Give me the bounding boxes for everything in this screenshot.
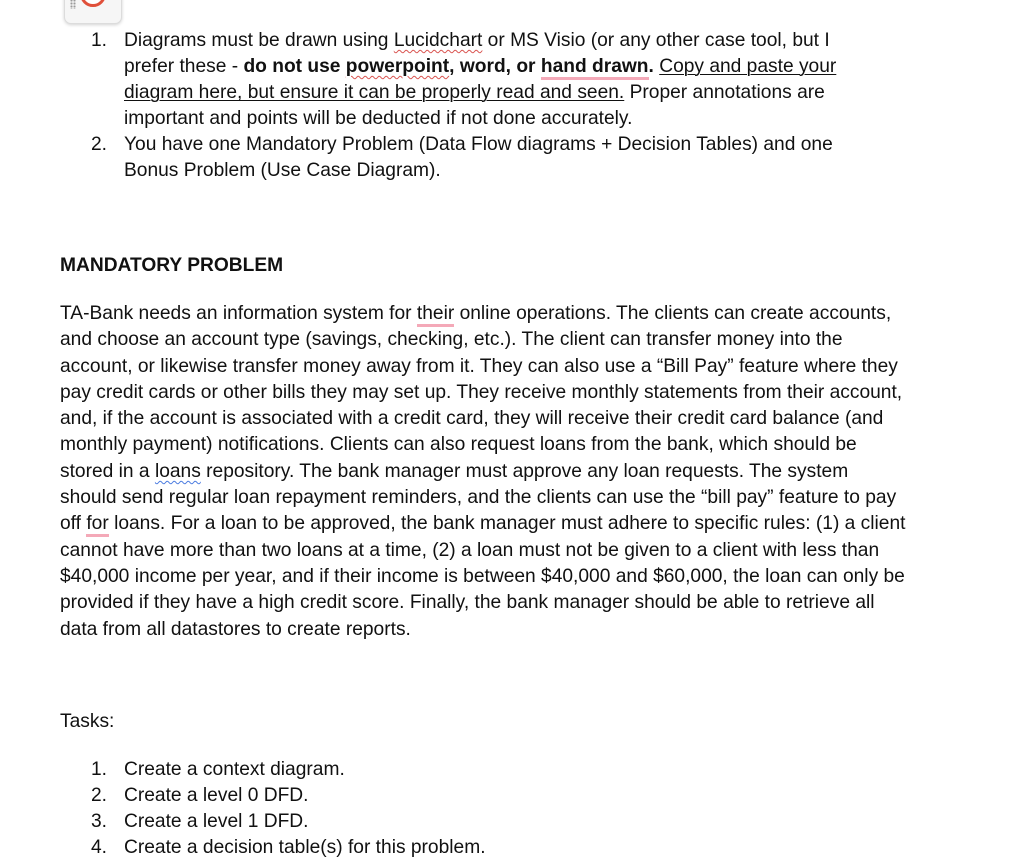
- task-item: [0, 809, 860, 835]
- task-text: Create a level 0 DFD.: [124, 785, 309, 806]
- text-run: hand drawn: [541, 56, 649, 80]
- task-item: [0, 783, 860, 809]
- list-number: 1.: [91, 30, 108, 51]
- text-run: powerpoint: [345, 56, 450, 77]
- text-run: loans. For a loan to be approved, the bank manager must adhere to specific rules: (1) a client cannot have more than two loans at a time, (2) a loan must not be given to a client with less than $40,000 income per year, and if their income is between $40,000 and $60,000, the loan can only be provided if they have a high credit score. Finally, the bank manager should be able to retrieve all data from all datastores to create reports.: [60, 513, 906, 640]
- task-item: [0, 835, 860, 861]
- task-text: Create a context diagram.: [124, 759, 345, 780]
- list-number: 2.: [91, 134, 108, 155]
- instruction-text: [124, 132, 860, 184]
- task-text: Create a level 1 DFD.: [124, 811, 309, 832]
- problem-paragraph: [60, 301, 906, 643]
- text-run: , word, or: [449, 56, 541, 77]
- instruction-item-1: [0, 28, 860, 132]
- text-run: Proper annotations are important and points will be deducted if not done accurately.: [124, 82, 825, 129]
- text-run: You have one Mandatory Problem (Data Flow diagrams + Decision Tables) and one Bonus Problem (Use Case Diagram).: [124, 134, 833, 181]
- tasks-label: Tasks:: [60, 711, 115, 732]
- text-run: Diagrams must be drawn using: [124, 30, 394, 51]
- text-run: Lucidchart: [393, 30, 483, 51]
- drag-handle-icon[interactable]: [70, 0, 76, 9]
- instruction-item-2: [0, 132, 860, 184]
- list-number: 3.: [91, 811, 108, 832]
- list-number: 1.: [91, 759, 108, 780]
- text-run: loans: [154, 460, 201, 482]
- text-run: Copy and paste your diagram here, but ensure it can be properly read and seen.: [124, 56, 837, 103]
- section-heading: MANDATORY PROBLEM: [60, 255, 284, 276]
- task-text: Create a decision table(s) for this problem.: [124, 837, 486, 858]
- task-item: [0, 757, 860, 783]
- tasks-list: [0, 757, 860, 861]
- floating-comment-badge[interactable]: [64, 0, 122, 24]
- text-run: do not use: [243, 56, 346, 77]
- text-run: or MS Visio (or any other case tool, but I prefer these -: [124, 30, 830, 77]
- text-run: for: [86, 513, 108, 537]
- text-run: repository. The bank manager must approve any loan requests. The system should send regular loan repayment reminders, and the clients can use the “bill pay” feature to pay off: [60, 460, 897, 535]
- instructions-list: [0, 28, 860, 184]
- list-number: 4.: [91, 837, 108, 858]
- text-run: online operations. The clients can create accounts, and choose an account type (savings, checking, etc.). The client can transfer money into the account, or likewise transfer money away from it. They can also use a “Bill Pay” feature where they pay credit cards or other bills they may set up. They receive monthly statements from their account, and, if the account is associated with a credit card, they will receive their credit card balance (and monthly payment) notifications. Clients can also request loans from the bank, which should be stored in a: [60, 303, 903, 482]
- instruction-text: [124, 28, 860, 132]
- text-run: their: [417, 303, 454, 327]
- list-number: 2.: [91, 785, 108, 806]
- text-run: TA-Bank needs an information system for: [60, 303, 417, 324]
- text-run: .: [648, 56, 654, 77]
- comment-count-icon: [80, 0, 106, 7]
